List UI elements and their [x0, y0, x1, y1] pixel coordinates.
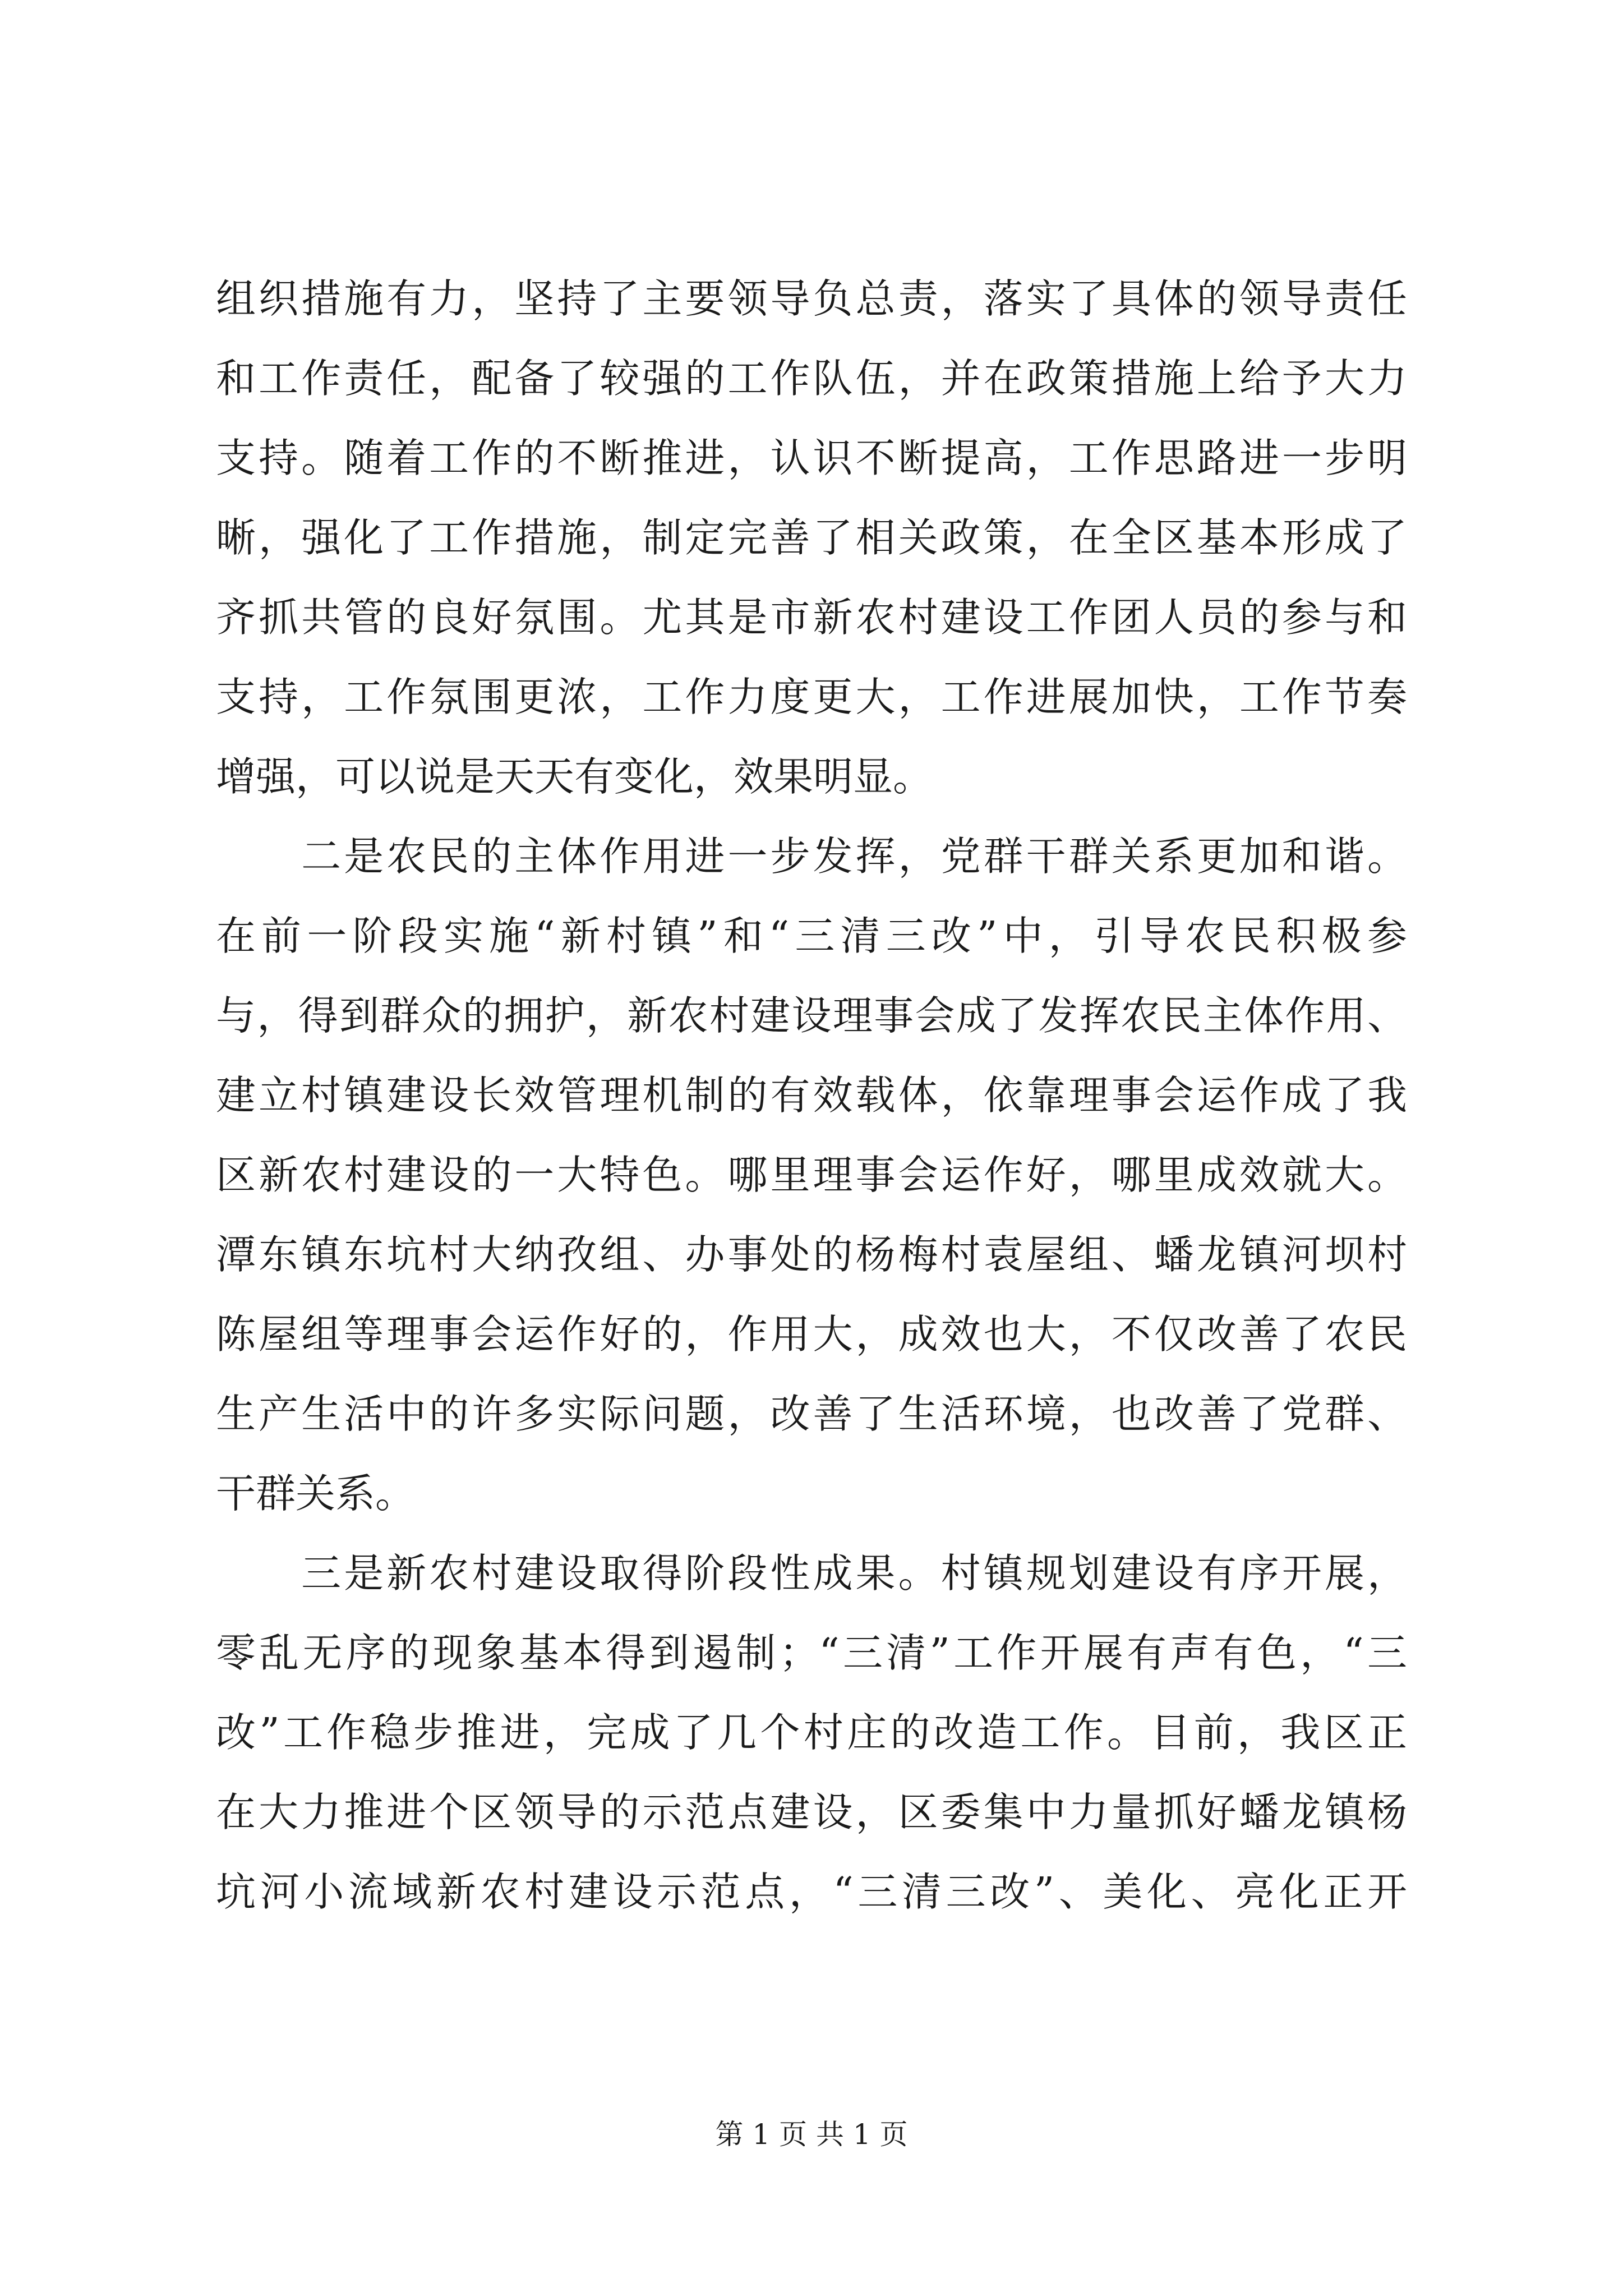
text-line: 在大力推进个区领导的示范点建设，区委集中力量抓好蟠龙镇杨 [216, 1789, 1407, 1835]
text-line: 齐抓共管的良好氛围。尤其是市新农村建设工作团人员的参与和 [216, 594, 1407, 641]
text-line: 在前一阶段实施“新村镇”和“三清三改”中，引导农民积极参 [216, 913, 1407, 959]
text-line: 区新农村建设的一大特色。哪里理事会运作好，哪里成效就大。 [216, 1152, 1407, 1198]
text-line: 坑河小流域新农村建设示范点，“三清三改”、美化、亮化正开 [216, 1869, 1407, 1915]
document-body [216, 259, 1407, 1932]
text-line: 干群关系。 [216, 1470, 416, 1517]
page-footer [0, 2115, 1623, 2154]
page-number-label: 第 1 页 共 1 页 [715, 2118, 908, 2151]
text-line: 支持，工作氛围更浓，工作力度更大，工作进展加快，工作节奏 [216, 674, 1407, 720]
text-line: 生产生活中的许多实际问题，改善了生活环境，也改善了党群、 [216, 1391, 1407, 1437]
text-line: 与，得到群众的拥护，新农村建设理事会成了发挥农民主体作用、 [216, 992, 1407, 1039]
text-line: 三是新农村建设取得阶段性成果。村镇规划建设有序开展， [216, 1550, 1407, 1596]
text-line: 建立村镇建设长效管理机制的有效载体，依靠理事会运作成了我 [216, 1072, 1407, 1119]
text-line: 增强，可以说是天天有变化，效果明显。 [216, 753, 933, 800]
text-line: 陈屋组等理事会运作好的，作用大，成效也大，不仅改善了农民 [216, 1311, 1407, 1358]
text-line: 晰，强化了工作措施，制定完善了相关政策，在全区基本形成了 [216, 514, 1407, 561]
text-line: 组织措施有力，坚持了主要领导负总责，落实了具体的领导责任 [216, 275, 1407, 322]
text-line: 和工作责任，配备了较强的工作队伍，并在政策措施上给予大力 [216, 355, 1407, 402]
text-line: 支持。随着工作的不断推进，认识不断提高，工作思路进一步明 [216, 435, 1407, 481]
text-line: 潭东镇东坑村大纳孜组、办事处的杨梅村袁屋组、蟠龙镇河坝村 [216, 1231, 1407, 1278]
text-line: 零乱无序的现象基本得到遏制；“三清”工作开展有声有色，“三 [216, 1630, 1407, 1676]
text-line: 二是农民的主体作用进一步发挥，党群干群关系更加和谐。 [216, 833, 1407, 880]
text-line: 改”工作稳步推进，完成了几个村庄的改造工作。目前，我区正 [216, 1709, 1407, 1756]
